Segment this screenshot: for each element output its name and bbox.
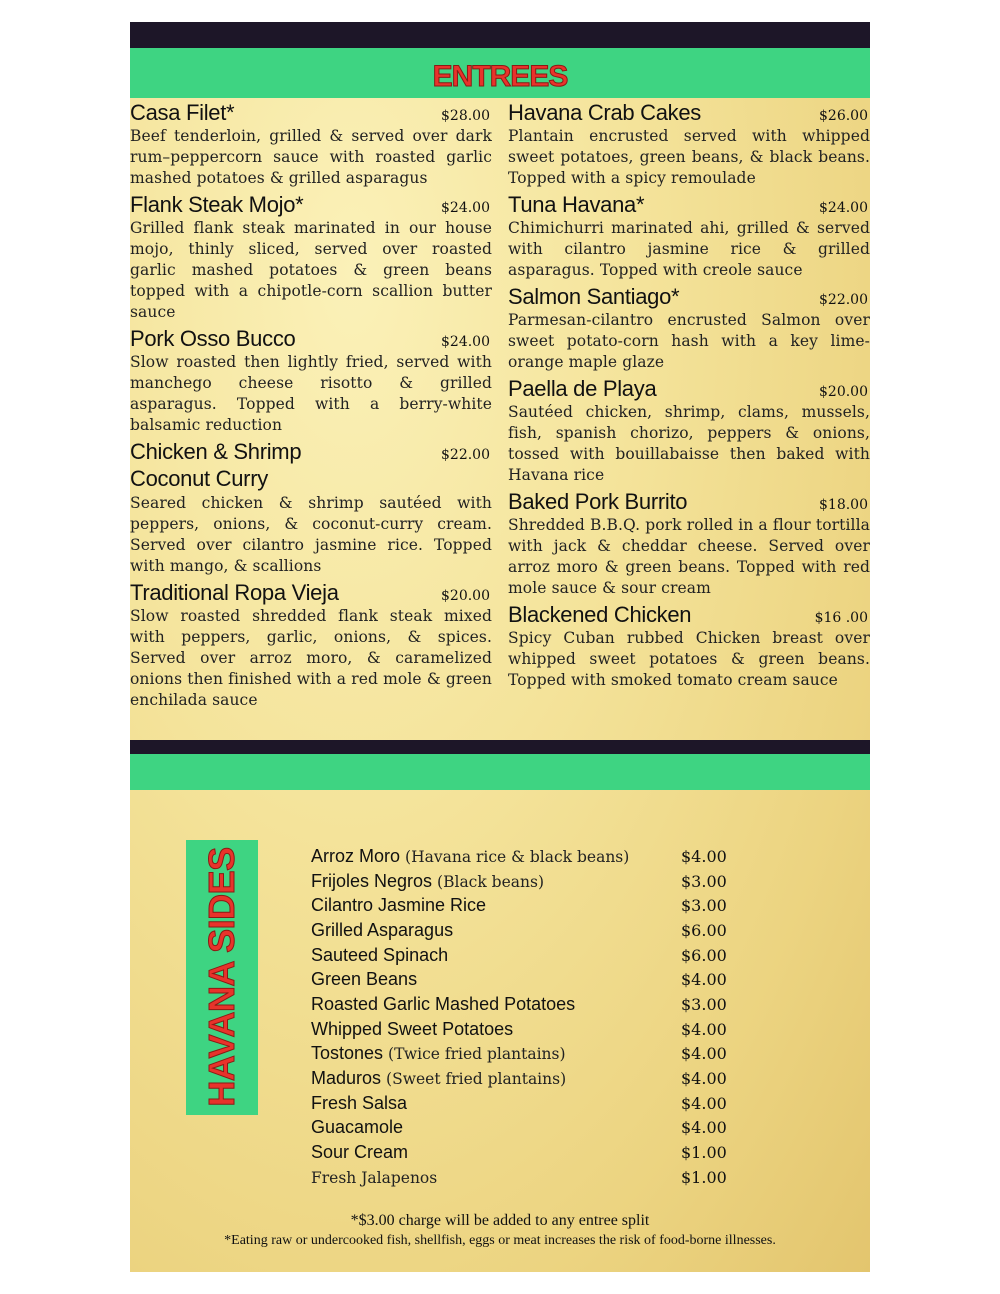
side-price: $6.00: [681, 920, 727, 940]
side-item-label: [311, 994, 575, 1015]
side-item-label: [311, 1093, 407, 1114]
side-note: Fresh Jalapenos: [311, 1168, 438, 1187]
side-item: [311, 1165, 731, 1190]
entree-name: Casa Filet*: [130, 100, 235, 125]
side-name: Tostones: [311, 1043, 389, 1064]
entree-name: Chicken & Shrimp: [130, 439, 302, 464]
side-item: [311, 1140, 731, 1165]
side-item: [311, 1091, 731, 1116]
side-item: [311, 1066, 731, 1091]
side-name: Green Beans: [311, 969, 418, 990]
side-item-label: [311, 1019, 513, 1040]
entree-description: Slow roasted shredded flank steak mixed with peppers, garlic, onions, & spices. Served over arroz moro, & caramelized onions then finished with a red mole & green enchilada sauce: [130, 607, 492, 709]
entree-description: Spicy Cuban rubbed Chicken breast over whipped sweet potatoes & green beans. Topped with smoked tomato cream sauce: [508, 629, 870, 689]
entree-description: Shredded B.B.Q. pork rolled in a flour tortilla with jack & cheddar cheese. Served over arroz moro & green beans. Topped with red mole sauce & sour cream: [508, 516, 870, 597]
entree-description: Slow roasted then lightly fried, served with manchego cheese risotto & grilled asparagus. Topped with a berry-white balsamic reduction: [130, 353, 492, 434]
sides-list: [311, 844, 731, 1190]
side-item-label: [311, 1043, 566, 1064]
entree-price: $22.00: [819, 292, 868, 308]
entree-name-line2: Coconut Curry: [130, 466, 268, 491]
split-charge-note: *$3.00 charge will be added to any entree split: [350, 1212, 650, 1229]
side-note: (Havana rice & black beans): [405, 847, 630, 866]
entree-header: [508, 376, 870, 402]
side-price: $4.00: [681, 1044, 727, 1064]
entrees-left-column: [130, 100, 492, 714]
side-name: Grilled Asparagus: [311, 919, 454, 940]
side-price: $4.00: [681, 1019, 727, 1039]
entree-description: Sautéed chicken, shrimp, clams, mussels, fish, spanish chorizo, peppers & onions, tossed with bouillabaisse then baked with Havana rice: [508, 403, 870, 484]
side-item: [311, 893, 731, 918]
entree-name: Paella de Playa: [508, 376, 657, 401]
entree-price: $20.00: [819, 384, 868, 400]
entree-item: [508, 100, 870, 189]
entree-name: Baked Pork Burrito: [508, 489, 688, 514]
side-price: $4.00: [681, 970, 727, 990]
side-item-label: [311, 1068, 566, 1089]
entree-name: Flank Steak Mojo*: [130, 192, 304, 217]
side-price: $1.00: [681, 1143, 727, 1163]
side-item: [311, 943, 731, 968]
sides-title: HAVANA SIDES: [201, 847, 242, 1107]
side-price: $4.00: [681, 1118, 727, 1138]
side-item: [311, 1116, 731, 1141]
side-price: $3.00: [681, 994, 727, 1014]
entree-item: [130, 100, 492, 189]
entree-price: $18.00: [819, 497, 868, 513]
side-price: $4.00: [681, 1093, 727, 1113]
entree-item: [130, 326, 492, 436]
side-name: Sauteed Spinach: [311, 944, 449, 965]
entree-description: Grilled flank steak marinated in our house mojo, thinly sliced, served over roasted garlic mashed potatoes & green beans topped with a chipotle-corn scallion butter sauce: [130, 219, 492, 321]
entree-header: [130, 326, 492, 352]
side-item-label: [311, 1168, 437, 1187]
side-item-label: [311, 920, 453, 941]
havana-sides-label: [186, 840, 258, 1115]
side-name: Fresh Salsa: [311, 1092, 408, 1113]
entree-item: [130, 439, 492, 577]
entree-description: Parmesan-cilantro encrusted Salmon over sweet potato-corn hash with a key lime-orange maple glaze: [508, 311, 870, 371]
side-item-label: [311, 871, 544, 892]
entree-name: Traditional Ropa Vieja: [130, 580, 339, 605]
side-name: Guacamole: [311, 1117, 404, 1138]
menu-page: [130, 22, 870, 1272]
side-item-label: [311, 1142, 408, 1163]
entree-header: [130, 192, 492, 218]
entrees-title: ENTREES: [432, 60, 568, 93]
entree-item: [130, 192, 492, 323]
side-name: Maduros: [311, 1068, 387, 1089]
entree-description: Plantain encrusted served with whipped sweet potatoes, green beans, & black beans. Topped with a spicy remoulade: [508, 127, 870, 187]
entree-item: [508, 192, 870, 281]
side-price: $1.00: [681, 1167, 727, 1187]
entree-price: $26.00: [819, 108, 868, 124]
entree-header: [508, 489, 870, 515]
side-item-label: [311, 1117, 403, 1138]
entree-description: Seared chicken & shrimp sautéed with peppers, onions, & coconut-curry cream. Served over cilantro jasmine rice. Topped with mango, & scallions: [130, 494, 492, 575]
side-name: Whipped Sweet Potatoes: [311, 1018, 514, 1039]
entree-name: Tuna Havana*: [508, 192, 645, 217]
entree-price: $24.00: [441, 334, 490, 350]
side-item-label: [311, 895, 486, 916]
entree-name: Pork Osso Bucco: [130, 326, 296, 351]
entree-price: $24.00: [441, 200, 490, 216]
side-note: (Sweet fried plantains): [386, 1070, 567, 1089]
entree-header: [130, 580, 492, 606]
side-price: $3.00: [681, 871, 727, 891]
side-item-label: [311, 846, 629, 867]
side-item: [311, 1017, 731, 1042]
entree-price: $22.00: [441, 447, 490, 463]
side-name: Sour Cream: [311, 1142, 409, 1163]
side-item: [311, 992, 731, 1017]
side-name: Roasted Garlic Mashed Potatoes: [311, 993, 576, 1014]
side-name: Frijoles Negros: [311, 870, 438, 891]
health-warning: *Eating raw or undercooked fish, shellfish, eggs or meat increases the risk of food-borne illnesses.: [224, 1233, 776, 1248]
side-price: $4.00: [681, 846, 727, 866]
mid-green-band: [130, 754, 870, 790]
entree-price: $20.00: [441, 588, 490, 604]
entrees-right-column: [508, 100, 870, 694]
entree-header: [130, 439, 492, 465]
side-name: Arroz Moro: [311, 845, 406, 866]
side-note: (Twice fried plantains): [388, 1045, 566, 1064]
entree-item: [508, 602, 870, 691]
entree-name: Salmon Santiago*: [508, 284, 680, 309]
entree-price: $24.00: [819, 200, 868, 216]
side-item-label: [311, 945, 448, 966]
side-item-label: [311, 969, 417, 990]
side-price: $3.00: [681, 896, 727, 916]
side-item: [311, 844, 731, 869]
entree-description: Beef tenderloin, grilled & served over dark rum–peppercorn sauce with roasted garlic mashed potatoes & grilled asparagus: [130, 127, 492, 187]
entree-item: [508, 284, 870, 373]
entree-item: [508, 489, 870, 599]
entree-name: Blackened Chicken: [508, 602, 692, 627]
side-price: $4.00: [681, 1069, 727, 1089]
side-item: [311, 918, 731, 943]
side-item: [311, 1042, 731, 1067]
entree-price: $16 .00: [814, 610, 868, 626]
side-name: Cilantro Jasmine Rice: [311, 895, 487, 916]
entree-header: [508, 192, 870, 218]
top-dark-band: [130, 22, 870, 48]
entree-price: $28.00: [441, 108, 490, 124]
entree-header: [508, 602, 870, 628]
side-item: [311, 967, 731, 992]
entree-header: [508, 284, 870, 310]
side-item: [311, 869, 731, 894]
entree-item: [130, 580, 492, 711]
entree-name: Havana Crab Cakes: [508, 100, 701, 125]
mid-dark-band: [130, 740, 870, 754]
side-note: (Black beans): [437, 872, 545, 891]
entree-item: [508, 376, 870, 486]
entree-header: [508, 100, 870, 126]
side-price: $6.00: [681, 945, 727, 965]
entree-description: Chimichurri marinated ahi, grilled & served with cilantro jasmine rice & grilled asparagus. Topped with creole sauce: [508, 219, 870, 279]
entree-header: [130, 100, 492, 126]
